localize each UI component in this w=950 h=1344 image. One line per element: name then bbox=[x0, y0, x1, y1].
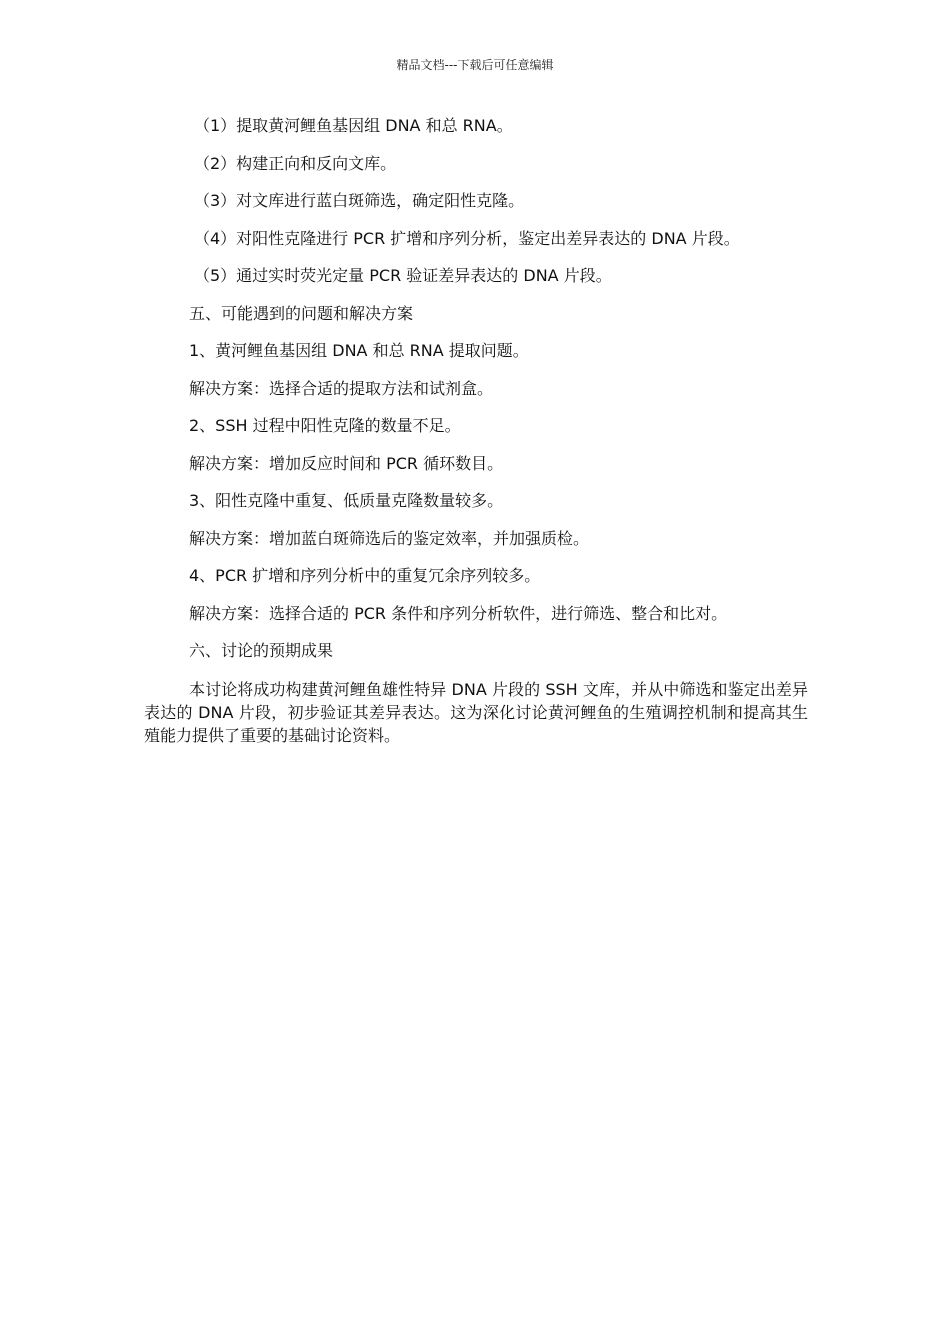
page-header: 精品文档---下载后可任意编辑 bbox=[396, 58, 554, 72]
section-6-title: 六、讨论的预期成果 bbox=[189, 641, 334, 660]
solution-2: 解决方案：增加反应时间和 PCR 循环数目。 bbox=[189, 453, 504, 473]
section-6-paragraph: 本讨论将成功构建黄河鲤鱼雄性特异 DNA 片段的 SSH 文库，并从中筛选和鉴定出差异表达的 DNA 片段，初步验证其差异表达。这为深化讨论黄河鲤鱼的生殖调控机制和提高其生殖能力提供了重要的基础讨论资料。 bbox=[144, 679, 808, 745]
problem-4: 4、PCR 扩增和序列分析中的重复冗余序列较多。 bbox=[189, 566, 541, 585]
problem-2: 2、SSH 过程中阳性克隆的数量不足。 bbox=[189, 416, 461, 435]
section-5-title: 五、可能遇到的问题和解决方案 bbox=[189, 303, 414, 323]
solution-1: 解决方案：选择合适的提取方法和试剂盒。 bbox=[189, 378, 494, 398]
solution-3: 解决方案：增加蓝白斑筛选后的鉴定效率，并加强质检。 bbox=[189, 528, 590, 548]
step-5: （5）通过实时荧光定量 PCR 验证差异表达的 DNA 片段。 bbox=[194, 266, 612, 285]
step-1: （1）提取黄河鲤鱼基因组 DNA 和总 RNA。 bbox=[194, 116, 513, 135]
problem-3: 3、阳性克隆中重复、低质量克隆数量较多。 bbox=[189, 491, 504, 510]
problem-1: 1、黄河鲤鱼基因组 DNA 和总 RNA 提取问题。 bbox=[189, 341, 529, 360]
step-3: （3）对文库进行蓝白斑筛选，确定阳性克隆。 bbox=[194, 191, 525, 210]
step-4: （4）对阳性克隆进行 PCR 扩增和序列分析，鉴定出差异表达的 DNA 片段。 bbox=[194, 228, 740, 248]
solution-4: 解决方案：选择合适的 PCR 条件和序列分析软件，进行筛选、整合和比对。 bbox=[189, 603, 728, 623]
step-2: （2）构建正向和反向文库。 bbox=[194, 153, 397, 173]
document-body bbox=[144, 115, 808, 747]
